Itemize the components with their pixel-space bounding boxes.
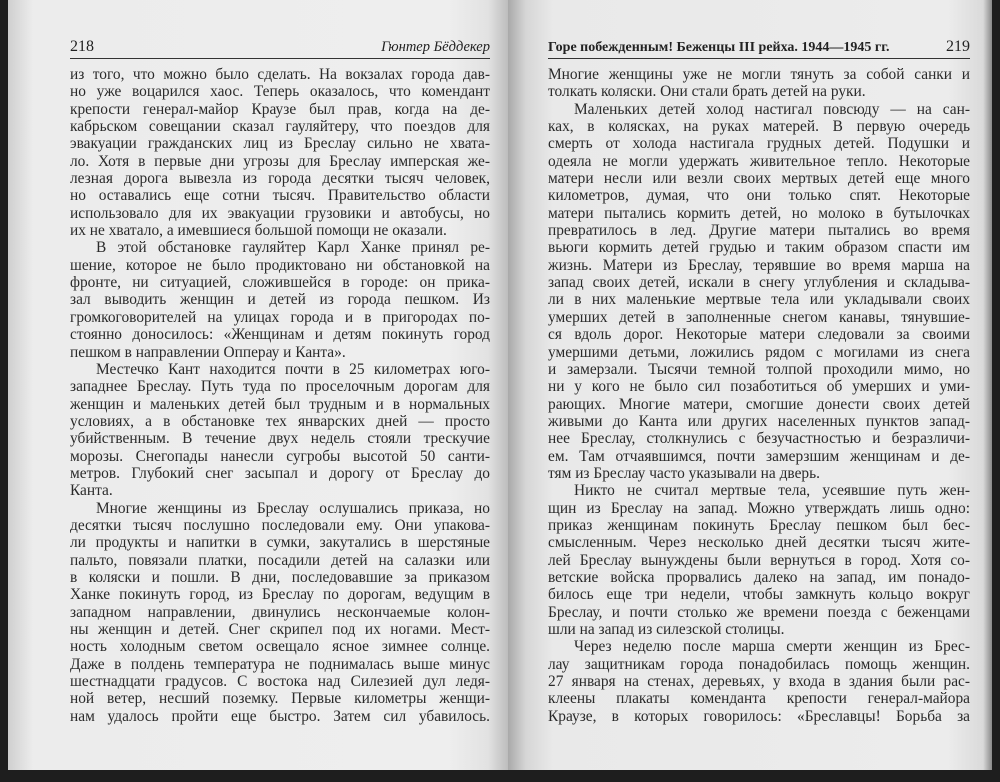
body-text	[70, 66, 490, 725]
text-line: ность холодным светом освещало ясное зимнее солнце.	[70, 638, 490, 656]
running-head-author: Гюнтер Бёддекер	[381, 39, 490, 55]
text-line: и замерзали. Тысячи темной толпой проходили мимо, но	[548, 360, 970, 378]
text-line: Маленьких детей холод настигал повсюду — на сан-	[574, 100, 970, 118]
text-line: ветские войска прорвались далеко на запад, им понадо-	[548, 568, 970, 586]
right-page	[508, 0, 992, 770]
text-line: ной ветер, несший поземку. Первые километры женщи-	[70, 690, 490, 708]
text-line: морозы. Снегопады нанесли сугробы высотой 50 санти-	[70, 447, 490, 465]
text-line: лау защитникам города понадобилась помощь женщин.	[548, 655, 970, 673]
text-line: ли в них маленькие мертвые тела или укладывали своих	[548, 291, 970, 309]
text-line: пальто, повязали платки, посадили детей на салазки или	[70, 551, 490, 569]
text-line: превратилось в лед. Другие матери пытались во время	[548, 222, 970, 240]
text-line: ся вдоль дорог. Некоторые матери следовали за своими	[548, 326, 970, 344]
text-line: ках, в колясках, на руках матерей. В первую очередь	[548, 118, 970, 136]
text-line: тям из Бреслау часто указывали на дверь.	[548, 464, 820, 482]
text-line: женщин и маленьких детей был трудным и в нормальных	[70, 395, 490, 413]
text-line: 27 января на стенах, деревьях, у входа в здания были рас-	[548, 673, 970, 691]
page-number: 218	[70, 38, 94, 55]
text-line: ли продукты и напитки в сумки, закутались в шерстяные	[70, 534, 490, 552]
text-line: толкать коляски. Они стали брать детей на руки.	[548, 83, 866, 101]
text-line: шли на запад из силезской столицы.	[548, 621, 785, 638]
text-line: кабрьском совещании сказал гауляйтеру, что поездов для	[70, 118, 490, 136]
paragraph	[548, 101, 970, 483]
text-line: смерть от холода настигала грудных детей. Подушки и	[548, 135, 970, 153]
text-line: Ханке покинуть город, из Бреслау по дорогам, ведущим в	[70, 586, 490, 604]
text-line: стоянно доносилось: «Женщинам и детям покинуть город	[70, 326, 490, 344]
text-line: но уже воцарился хаос. Теперь оказалось, что комендант	[70, 83, 490, 101]
text-line: ны женщин и детей. Снег скрипел под их ногами. Мест-	[70, 621, 490, 638]
page-header	[70, 38, 490, 59]
text-line: умерших детей в заполненные снегом канавы, тянувшие-	[548, 308, 970, 326]
text-line: клеены плакаты коменданта крепости генерал-майора	[548, 690, 970, 708]
running-head-title: Горе побежденным! Беженцы III рейха. 1944—1945 гг.	[548, 40, 890, 55]
text-line: нее Бреслау, столкнулись с безучастностью и безразличи-	[548, 430, 970, 448]
text-line: нам удалось пройти еще быстро. Затем сил убавилось.	[70, 707, 490, 725]
text-line: фронте, ни ситуацией, сложившейся в городе: он прика-	[70, 274, 490, 292]
paragraph	[70, 239, 490, 360]
text-line: шестнадцати градусов. С востока над Силезией дул ледя-	[70, 673, 490, 691]
text-line: использовало для их эвакуации грузовики и автобусы, но	[70, 204, 490, 222]
text-line: зал выводить женщин и детей из города пешком. Из	[70, 291, 490, 309]
text-line: западном направлении, двинулись нескончаемые колон-	[70, 603, 490, 621]
page-header	[548, 38, 970, 59]
text-line: ем. Там отчаявшимся, почти замерзшим женщинам и де-	[548, 447, 970, 465]
text-line: убийственным. В течение двух недель стояли трескучие	[70, 430, 490, 448]
body-text	[548, 66, 970, 725]
paragraph	[548, 482, 970, 638]
text-line: вьюги кормить детей грудью и таким образом спасти им	[548, 239, 970, 257]
text-line: эвакуации гражданских лиц из Бреслау сильно не хвата-	[70, 135, 490, 153]
paragraph	[70, 361, 490, 500]
text-line: смысленным. Через несколько дней десятки тысяч жите-	[548, 534, 970, 552]
text-line: живыми до Канта или других населенных пунктов запад-	[548, 412, 970, 430]
text-line: шение, которое не было продиктовано ни обстановкой на	[70, 256, 490, 274]
text-line: десятки тысяч послушно последовали ему. Они упакова-	[70, 516, 490, 534]
text-line: условиях, а в обстановке тех январских дней — просто	[70, 412, 490, 430]
paragraph	[70, 500, 490, 725]
text-line: лезная дорога вывезла из города десятки тысяч человек,	[70, 170, 490, 188]
text-line: Никто не считал мертвые тела, усеявшие путь жен-	[574, 482, 970, 500]
paragraph	[70, 66, 490, 239]
paragraph	[548, 66, 970, 101]
text-line: Бреслау, и почти столько же времени поезда с беженцами	[548, 603, 970, 621]
text-line: метров. Глубокий снег засыпал и дорогу от Бреслау до	[70, 464, 490, 482]
text-line: пешком в направлении Опперау и Канта».	[70, 343, 346, 361]
text-line: Канта.	[70, 482, 113, 500]
text-line: в коляски и пошли. В дни, последовавшие за приказом	[70, 568, 490, 586]
text-line: матери пытались кормить детей, но молоко в бутылочках	[548, 204, 970, 222]
text-line: В этой обстановке гауляйтер Карл Ханке принял ре-	[96, 239, 490, 257]
text-line: Через неделю после марша смерти женщин из Брес-	[574, 638, 970, 656]
text-line: крепости генерал-майор Краузе был прав, когда на де-	[70, 100, 490, 118]
text-line: ло. Хотя в первые дни угрозы для Бреслау имперская же-	[70, 152, 490, 170]
text-line: рающих. Многие матери, смогшие донести своих детей	[548, 395, 970, 413]
text-line: лей Бреслау вынуждены были вернуться в город. Хотя со-	[548, 551, 970, 569]
text-line: умершими детьми, ложились рядом с могилами из снега	[548, 343, 970, 361]
text-line: билось еще три недели, чтобы замкнуть кольцо вокруг	[548, 586, 970, 604]
text-line: Краузе, в которых говорилось: «Бреславцы! Борьба за	[548, 707, 970, 725]
text-line: громкоговорителей на улицах города и в пригородах по-	[70, 308, 490, 326]
text-line: Местечко Кант находится почти в 25 километрах юго-	[96, 360, 490, 378]
left-page	[8, 0, 508, 770]
text-line: матери несли или везли своих мертвых детей еще много	[548, 170, 970, 188]
text-line: приказ женщинам покинуть Бреслау пешком был бес-	[548, 516, 970, 534]
text-line: из того, что можно было сделать. На вокзалах города дав-	[70, 66, 490, 83]
text-line: но оставались еще сотни тысяч. Правительство области	[70, 187, 490, 205]
text-line: одеяла не могли удержать живительное тепло. Некоторые	[548, 152, 970, 170]
text-line: Многие женщины уже не могли тянуть за собой санки и	[548, 66, 970, 83]
text-line: Многие женщины из Бреслау ослушались приказа, но	[96, 499, 490, 517]
text-line: их не хватало, а имевшиеся большой помощи не оказали.	[70, 222, 447, 240]
text-line: западнее Бреслау. Путь туда по проселочным дорогам для	[70, 378, 490, 396]
text-line: километров, думая, что они только спят. Некоторые	[548, 187, 970, 205]
page-number: 219	[946, 38, 970, 55]
text-line: щин из Бреслау на запад. Можно утверждать лишь одно:	[548, 499, 970, 517]
text-line: Даже в полдень температура не поднималась выше минус	[70, 655, 490, 673]
text-line: жизнь. Матери из Бреслау, терявшие во время марша на	[548, 256, 970, 274]
paragraph	[548, 638, 970, 725]
text-line: запад своих детей, искали в снегу углубления и складыва-	[548, 274, 970, 292]
text-line: ни у кого не было сил позаботиться об умерших и уми-	[548, 378, 970, 396]
